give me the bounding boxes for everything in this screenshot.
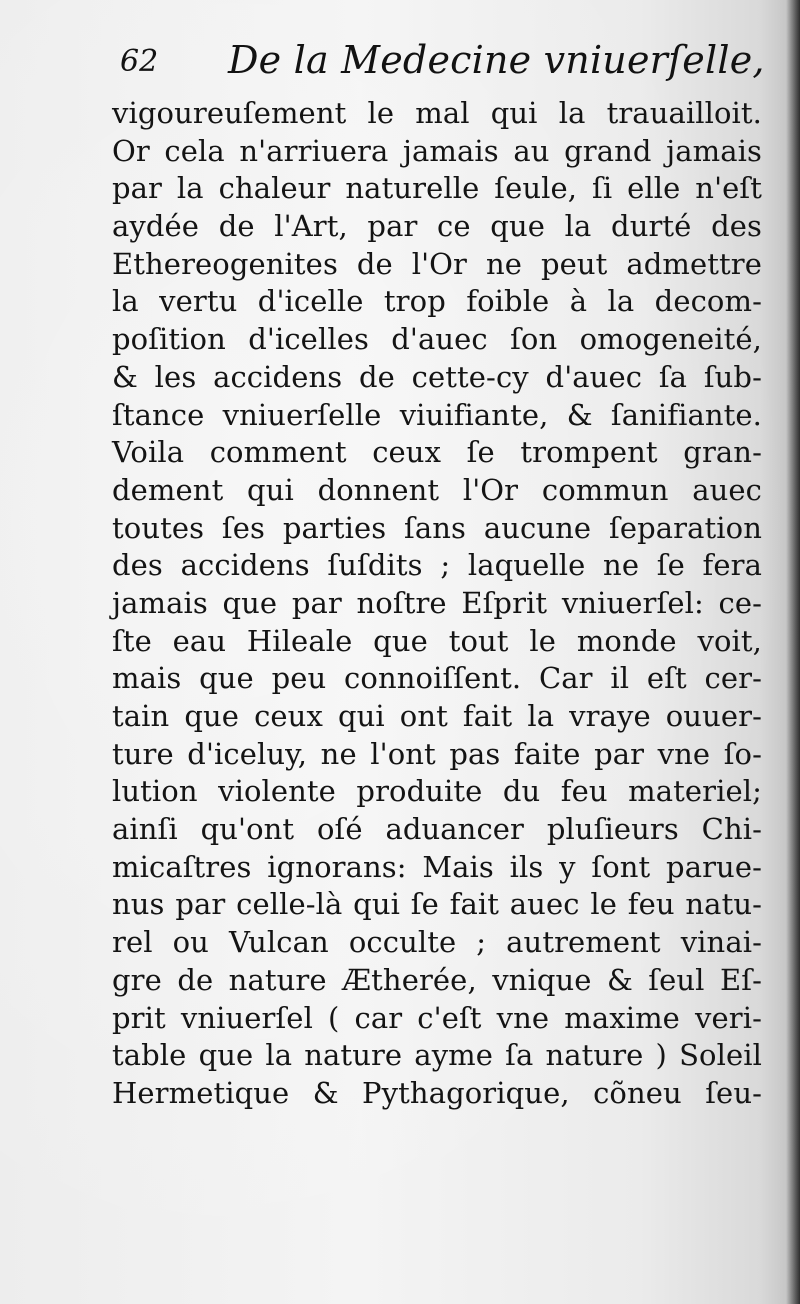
- text-line: tain que ceux qui ont fait la vraye ouuer-: [112, 699, 762, 733]
- text-line: aydée de l'Art, par ce que la durté des: [112, 209, 762, 244]
- text-line: micaſtres ignorans: Mais ils y ſont parue-: [112, 849, 762, 884]
- text-line: ſte eau Hileale que tout le monde voit,: [112, 623, 762, 658]
- text-line: Voila comment ceux ſe trompent gran-: [112, 435, 762, 470]
- page-edge-shadow: [786, 0, 800, 1304]
- text-line: jamais que par noſtre Eſprit vniuerſel: ce-: [112, 585, 762, 620]
- text-line: mais que peu connoiſſent. Car il eſt cer-: [112, 661, 762, 696]
- text-line: rel ou Vulcan occulte ; autrement vinai-: [112, 925, 762, 960]
- text-line: poſition d'icelles d'auec ſon omogeneité,: [112, 322, 762, 357]
- text-line: prit vniuerſel ( car c'eſt vne maxime veri-: [112, 1000, 762, 1035]
- body-text: [112, 95, 762, 1113]
- text-line: nus par celle-là qui ſe fait auec le feu natu-: [112, 887, 762, 922]
- text-line: Hermetique & Pythagorique, cõneu ſeu-: [112, 1075, 762, 1110]
- text-line: table que la nature ayme ſa nature ) Soleil: [112, 1038, 762, 1073]
- text-line: dement qui donnent l'Or commun auec: [112, 472, 762, 507]
- text-line: gre de nature Ætherée, vnique & ſeul Eſ-: [112, 962, 762, 997]
- text-line: ture d'iceluy, ne l'ont pas faite par vne ſo-: [112, 736, 762, 771]
- running-title: De la Medecine vniuerſelle,: [228, 38, 765, 82]
- text-line: toutes ſes parties ſans aucune ſeparation: [112, 510, 762, 545]
- page-number: 62: [120, 44, 159, 79]
- text-line: Or cela n'arriuera jamais au grand jamais: [112, 133, 762, 168]
- text-line: ſtance vniuerſelle viuifiante, & ſanifiante.: [112, 397, 762, 432]
- text-line: vigoureuſement le mal qui la trauailloit.: [112, 96, 762, 130]
- text-line: Ethereogenites de l'Or ne peut admettre: [112, 246, 762, 281]
- text-line: des accidens ſuſdits ; laquelle ne ſe fera: [112, 548, 762, 583]
- text-line: par la chaleur naturelle ſeule, ſi elle n'eſt: [112, 171, 762, 206]
- text-line: & les accidens de cette-cy d'auec ſa ſub-: [112, 359, 762, 394]
- running-head: [120, 38, 765, 94]
- text-line: lution violente produite du feu materiel;: [112, 774, 762, 809]
- text-line: la vertu d'icelle trop foible à la decom-: [112, 284, 762, 319]
- text-line: ainſi qu'ont oſé aduancer pluſieurs Chi-: [112, 812, 762, 847]
